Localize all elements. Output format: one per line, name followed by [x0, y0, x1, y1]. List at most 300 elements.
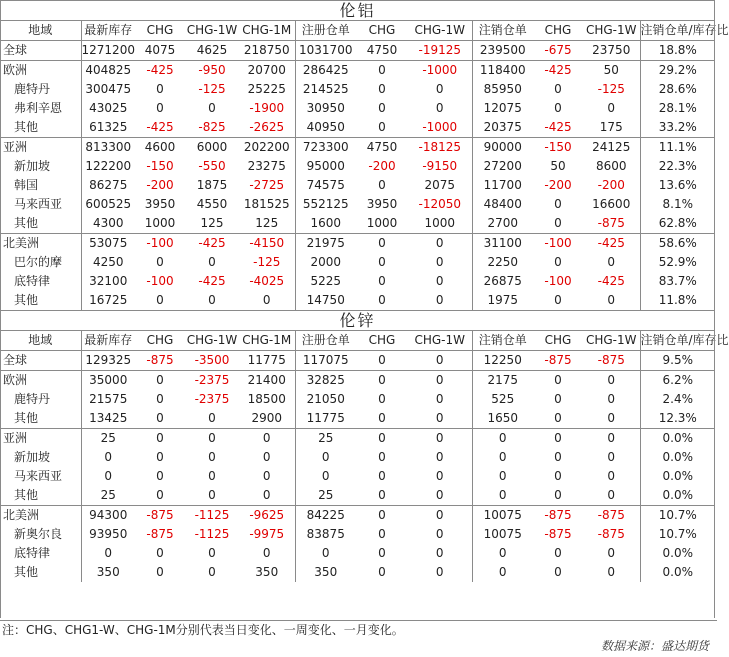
- value-cell: 1975: [487, 293, 519, 307]
- column-header: CHG: [533, 21, 583, 41]
- value-cell: 0: [378, 527, 386, 541]
- value-cell: 0: [208, 293, 216, 307]
- region-cell: 其他: [0, 214, 81, 234]
- region-cell: 底特律: [0, 272, 81, 291]
- value-cell: -100: [135, 234, 185, 254]
- value-cell: 0: [208, 450, 216, 464]
- value-cell: -3500: [185, 351, 239, 371]
- value-cell: 0: [554, 546, 562, 560]
- value-cell: 0: [356, 351, 408, 371]
- value-cell: -425: [583, 234, 640, 254]
- value-cell: 0: [408, 544, 472, 563]
- value-cell: 0: [156, 488, 164, 502]
- value-cell: 1031700: [295, 41, 356, 61]
- column-header: CHG-1W: [408, 21, 472, 41]
- table-row: [0, 41, 715, 61]
- value-cell: 13425: [89, 411, 128, 425]
- value-cell: 0: [408, 563, 472, 582]
- value-cell: 40950: [306, 120, 345, 134]
- value-cell: 0: [104, 469, 113, 483]
- value-cell: 2900: [239, 409, 295, 429]
- column-header: 最新库存: [81, 21, 135, 41]
- value-cell: 350: [314, 565, 338, 579]
- value-cell: 350: [239, 563, 295, 582]
- value-cell: -875: [544, 527, 572, 541]
- value-cell: 0: [185, 429, 239, 449]
- value-cell: 35000: [81, 371, 135, 391]
- value-cell: 181525: [239, 195, 295, 214]
- value-cell: 1000: [366, 216, 398, 230]
- value-cell: -9625: [239, 506, 295, 526]
- value-cell: -4025: [239, 272, 295, 291]
- column-header: CHG-1M: [239, 331, 295, 351]
- value-cell: -125: [239, 253, 295, 272]
- value-cell: 0: [208, 469, 216, 483]
- region-cell: 北美洲: [0, 234, 81, 254]
- header-row: [0, 21, 715, 41]
- value-cell: 25225: [239, 80, 295, 99]
- section-title-row: [0, 311, 715, 331]
- value-cell: -2375: [194, 392, 230, 406]
- value-cell: 20700: [239, 61, 295, 81]
- region-cell: 全球: [0, 41, 81, 61]
- table-row: [0, 118, 715, 138]
- value-cell: 0: [554, 82, 562, 96]
- value-cell: 0: [356, 429, 408, 449]
- table-row: [0, 351, 715, 371]
- value-cell: 94300: [81, 506, 135, 526]
- value-cell: 0: [208, 546, 216, 560]
- region-cell: 鹿特丹: [0, 390, 81, 409]
- value-cell: -9150: [408, 157, 472, 176]
- value-cell: 0: [378, 450, 386, 464]
- value-cell: 0: [239, 291, 295, 311]
- value-cell: 2175: [472, 371, 533, 391]
- value-cell: 0: [356, 234, 408, 254]
- value-cell: -875: [583, 506, 640, 526]
- value-cell: 10075: [472, 506, 533, 526]
- value-cell: 0: [408, 486, 472, 506]
- value-cell: 0: [408, 467, 472, 486]
- value-cell: 30950: [306, 101, 345, 115]
- value-cell: 53075: [81, 234, 135, 254]
- value-cell: 0: [156, 255, 164, 269]
- value-cell: 95000: [306, 159, 345, 173]
- value-cell: 0: [408, 448, 472, 467]
- region-cell: 巴尔的摩: [0, 253, 81, 272]
- value-cell: 125: [239, 214, 295, 234]
- value-cell: 0: [156, 392, 164, 406]
- value-cell: 8.1%: [662, 197, 693, 211]
- value-cell: 0: [356, 371, 408, 391]
- table-row: [0, 195, 715, 214]
- value-cell: 0: [104, 546, 113, 560]
- value-cell: 0: [583, 291, 640, 311]
- value-cell: 118400: [472, 61, 533, 81]
- value-cell: 0: [135, 429, 185, 449]
- value-cell: 0: [472, 429, 533, 449]
- value-cell: 11775: [306, 411, 345, 425]
- region-cell: 新奥尔良: [0, 525, 81, 544]
- value-cell: 43025: [89, 101, 128, 115]
- value-cell: 90000: [472, 138, 533, 158]
- value-cell: 0: [498, 469, 507, 483]
- value-cell: 11.8%: [658, 293, 697, 307]
- value-cell: 0: [583, 563, 640, 582]
- value-cell: 0: [378, 178, 386, 192]
- column-header: 注册仓单: [295, 331, 356, 351]
- value-cell: 125: [200, 216, 224, 230]
- value-cell: 10075: [483, 527, 522, 541]
- value-cell: 0: [239, 486, 295, 506]
- data-source: 数据来源：盛达期货: [600, 639, 709, 653]
- value-cell: 1650: [487, 411, 519, 425]
- region-cell: 欧洲: [0, 61, 81, 81]
- value-cell: -875: [583, 351, 640, 371]
- value-cell: 0: [583, 390, 640, 409]
- column-header: 注销仓单: [472, 21, 533, 41]
- value-cell: 21050: [306, 392, 345, 406]
- value-cell: 0: [378, 255, 386, 269]
- value-cell: 0: [583, 448, 640, 467]
- value-cell: 0: [356, 61, 408, 81]
- value-cell: 18500: [239, 390, 295, 409]
- table-row: [0, 61, 715, 81]
- value-cell: 4600: [135, 138, 185, 158]
- column-header: CHG: [135, 331, 185, 351]
- value-cell: -1125: [194, 527, 230, 541]
- column-header: CHG: [356, 331, 408, 351]
- column-header: 注册仓单: [295, 21, 356, 41]
- value-cell: 0: [321, 450, 330, 464]
- value-cell: -1125: [185, 506, 239, 526]
- value-cell: 0: [408, 80, 472, 99]
- table-row: [0, 272, 715, 291]
- region-cell: 韩国: [0, 176, 81, 195]
- table-row: [0, 390, 715, 409]
- value-cell: 0: [408, 525, 472, 544]
- value-cell: -150: [146, 159, 174, 173]
- value-cell: -18125: [408, 138, 472, 158]
- value-cell: 83875: [306, 527, 345, 541]
- value-cell: 86275: [89, 178, 128, 192]
- value-cell: -875: [135, 506, 185, 526]
- table-row: [0, 563, 715, 582]
- value-cell: 0: [239, 429, 295, 449]
- value-cell: 4750: [356, 138, 408, 158]
- value-cell: 0: [554, 565, 562, 579]
- value-cell: 61325: [89, 120, 128, 134]
- region-cell: 弗利辛恩: [0, 99, 81, 118]
- value-cell: 2700: [487, 216, 519, 230]
- value-cell: -425: [533, 61, 583, 81]
- value-cell: 12075: [483, 101, 522, 115]
- value-cell: 0: [208, 488, 216, 502]
- region-cell: 底特律: [0, 544, 81, 563]
- column-header: CHG-1W: [583, 21, 640, 41]
- value-cell: 0: [208, 565, 216, 579]
- value-cell: 62.8%: [658, 216, 697, 230]
- value-cell: 0: [156, 469, 164, 483]
- value-cell: 0: [378, 546, 386, 560]
- table-row: [0, 176, 715, 195]
- value-cell: 0: [408, 506, 472, 526]
- value-cell: -19125: [408, 41, 472, 61]
- region-cell: 马来西亚: [0, 195, 81, 214]
- column-header: 地域: [0, 21, 81, 41]
- region-cell: 其他: [0, 291, 81, 311]
- value-cell: 0.0%: [662, 565, 693, 579]
- value-cell: 0: [498, 546, 507, 560]
- value-cell: 31100: [472, 234, 533, 254]
- value-cell: 0: [498, 450, 507, 464]
- value-cell: 9.5%: [640, 351, 715, 371]
- value-cell: 0: [554, 293, 562, 307]
- region-cell: 其他: [0, 118, 81, 138]
- value-cell: 50: [583, 61, 640, 81]
- value-cell: -875: [583, 214, 640, 234]
- value-cell: 0: [554, 411, 562, 425]
- value-cell: 552125: [302, 197, 349, 211]
- value-cell: 600525: [85, 197, 132, 211]
- value-cell: 0: [104, 450, 113, 464]
- value-cell: -425: [135, 61, 185, 81]
- value-cell: 28.1%: [658, 101, 697, 115]
- value-cell: -150: [533, 138, 583, 158]
- footnote: 注：CHG、CHG1-W、CHG-1M分别代表当日变化、一周变化、一月变化。: [0, 620, 717, 639]
- value-cell: -100: [544, 274, 572, 288]
- value-cell: 0: [583, 409, 640, 429]
- value-cell: -425: [544, 120, 572, 134]
- table-row: [0, 138, 715, 158]
- value-cell: -200: [146, 178, 174, 192]
- value-cell: 10.7%: [640, 506, 715, 526]
- value-cell: 11.1%: [640, 138, 715, 158]
- value-cell: -675: [533, 41, 583, 61]
- value-cell: 0: [239, 467, 295, 486]
- value-cell: 21575: [89, 392, 128, 406]
- value-cell: 1875: [196, 178, 228, 192]
- value-cell: -1000: [408, 118, 472, 138]
- table-row: [0, 409, 715, 429]
- value-cell: 0: [208, 411, 216, 425]
- value-cell: 13.6%: [658, 178, 697, 192]
- value-cell: 0: [378, 565, 386, 579]
- value-cell: 286425: [295, 61, 356, 81]
- table-row: [0, 448, 715, 467]
- value-cell: 4750: [356, 41, 408, 61]
- value-cell: 24125: [583, 138, 640, 158]
- value-cell: 0: [408, 272, 472, 291]
- value-cell: 0: [156, 450, 164, 464]
- value-cell: 0: [378, 411, 386, 425]
- value-cell: 32100: [89, 274, 128, 288]
- value-cell: -12050: [408, 195, 472, 214]
- value-cell: 1271200: [81, 41, 135, 61]
- value-cell: -875: [533, 506, 583, 526]
- value-cell: 723300: [295, 138, 356, 158]
- value-cell: -9975: [239, 525, 295, 544]
- value-cell: -950: [185, 61, 239, 81]
- value-cell: -1000: [408, 61, 472, 81]
- value-cell: 350: [96, 565, 120, 579]
- region-cell: 欧洲: [0, 371, 81, 391]
- value-cell: 0: [408, 99, 472, 118]
- value-cell: -2725: [239, 176, 295, 195]
- value-cell: 0: [156, 565, 164, 579]
- value-cell: 0: [583, 467, 640, 486]
- column-header: 注销仓单/库存比: [640, 331, 715, 351]
- value-cell: 0: [156, 293, 164, 307]
- value-cell: 6.2%: [640, 371, 715, 391]
- value-cell: 0: [583, 544, 640, 563]
- value-cell: 3950: [144, 197, 176, 211]
- value-cell: 83.7%: [658, 274, 697, 288]
- value-cell: 21400: [239, 371, 295, 391]
- value-cell: 525: [491, 392, 515, 406]
- value-cell: 2075: [408, 176, 472, 195]
- value-cell: 85950: [483, 82, 522, 96]
- value-cell: 93950: [89, 527, 128, 541]
- value-cell: 25: [81, 429, 135, 449]
- region-cell: 亚洲: [0, 429, 81, 449]
- value-cell: 0: [408, 429, 472, 449]
- value-cell: 0: [583, 253, 640, 272]
- section-title: 伦铝: [0, 1, 715, 21]
- value-cell: -2625: [239, 118, 295, 138]
- table-row: [0, 80, 715, 99]
- value-cell: 11700: [483, 178, 522, 192]
- value-cell: 16600: [583, 195, 640, 214]
- value-cell: 1000: [144, 216, 176, 230]
- table-row: [0, 234, 715, 254]
- value-cell: 8600: [583, 157, 640, 176]
- value-cell: 25: [100, 488, 116, 502]
- column-header: 注销仓单: [472, 331, 533, 351]
- region-cell: 亚洲: [0, 138, 81, 158]
- table-row: [0, 99, 715, 118]
- table-row: [0, 371, 715, 391]
- value-cell: 2.4%: [662, 392, 693, 406]
- value-cell: -875: [135, 351, 185, 371]
- region-cell: 其他: [0, 409, 81, 429]
- value-cell: 0: [208, 101, 216, 115]
- region-cell: 新加坡: [0, 448, 81, 467]
- value-cell: 25: [295, 429, 356, 449]
- value-cell: -875: [533, 351, 583, 371]
- value-cell: 0: [378, 488, 386, 502]
- value-cell: 10.7%: [658, 527, 697, 541]
- region-cell: 马来西亚: [0, 467, 81, 486]
- table-row: [0, 506, 715, 526]
- value-cell: 175: [583, 118, 640, 138]
- value-cell: -125: [583, 80, 640, 99]
- column-header: CHG-1W: [185, 331, 239, 351]
- value-cell: 0: [498, 565, 507, 579]
- value-cell: 218750: [239, 41, 295, 61]
- value-cell: 25: [318, 488, 334, 502]
- table-row: [0, 253, 715, 272]
- value-cell: 0.0%: [662, 488, 693, 502]
- value-cell: 0.0%: [640, 429, 715, 449]
- table-row: [0, 214, 715, 234]
- value-cell: 0: [156, 546, 164, 560]
- value-cell: 29.2%: [640, 61, 715, 81]
- value-cell: 5225: [310, 274, 342, 288]
- value-cell: 0: [378, 392, 386, 406]
- value-cell: 0: [378, 101, 386, 115]
- value-cell: -200: [544, 178, 572, 192]
- value-cell: 22.3%: [658, 159, 697, 173]
- column-header: CHG-1W: [408, 331, 472, 351]
- value-cell: 0: [356, 506, 408, 526]
- table-row: [0, 486, 715, 506]
- value-cell: 404825: [81, 61, 135, 81]
- header-row: [0, 331, 715, 351]
- value-cell: 0: [554, 392, 562, 406]
- region-cell: 新加坡: [0, 157, 81, 176]
- value-cell: 1600: [310, 216, 342, 230]
- table-row: [0, 525, 715, 544]
- value-cell: 26875: [483, 274, 522, 288]
- value-cell: 0: [378, 293, 386, 307]
- value-cell: 0: [321, 546, 330, 560]
- column-header: 注销仓单/库存比: [640, 21, 715, 41]
- value-cell: 0: [554, 469, 562, 483]
- value-cell: 0: [554, 255, 562, 269]
- value-cell: 0: [239, 544, 295, 563]
- column-header: 最新库存: [81, 331, 135, 351]
- value-cell: 12250: [472, 351, 533, 371]
- value-cell: -825: [198, 120, 226, 134]
- value-cell: 0: [554, 488, 562, 502]
- value-cell: -425: [185, 234, 239, 254]
- region-cell: 北美洲: [0, 506, 81, 526]
- value-cell: 28.6%: [658, 82, 697, 96]
- value-cell: 16725: [89, 293, 128, 307]
- table-row: [0, 544, 715, 563]
- value-cell: 0: [156, 82, 164, 96]
- value-cell: 239500: [472, 41, 533, 61]
- value-cell: 0: [408, 234, 472, 254]
- value-cell: 4550: [196, 197, 228, 211]
- value-cell: 0: [239, 448, 295, 467]
- table-row: [0, 291, 715, 311]
- table-row: [0, 429, 715, 449]
- value-cell: 74575: [306, 178, 345, 192]
- value-cell: 4625: [185, 41, 239, 61]
- value-cell: -4150: [239, 234, 295, 254]
- value-cell: 2000: [310, 255, 342, 269]
- value-cell: -125: [198, 82, 226, 96]
- column-header: CHG-1M: [239, 21, 295, 41]
- column-header: 地域: [0, 331, 81, 351]
- value-cell: 122200: [85, 159, 132, 173]
- value-cell: -2375: [185, 371, 239, 391]
- value-cell: 0: [583, 486, 640, 506]
- value-cell: -425: [198, 274, 226, 288]
- value-cell: 0.0%: [662, 546, 693, 560]
- value-cell: 0: [408, 371, 472, 391]
- table-row: [0, 157, 715, 176]
- value-cell: 11775: [239, 351, 295, 371]
- table-row: [0, 467, 715, 486]
- value-cell: 0: [156, 101, 164, 115]
- value-cell: 6000: [185, 138, 239, 158]
- value-cell: 0: [408, 351, 472, 371]
- column-header: CHG: [135, 21, 185, 41]
- value-cell: 300475: [85, 82, 132, 96]
